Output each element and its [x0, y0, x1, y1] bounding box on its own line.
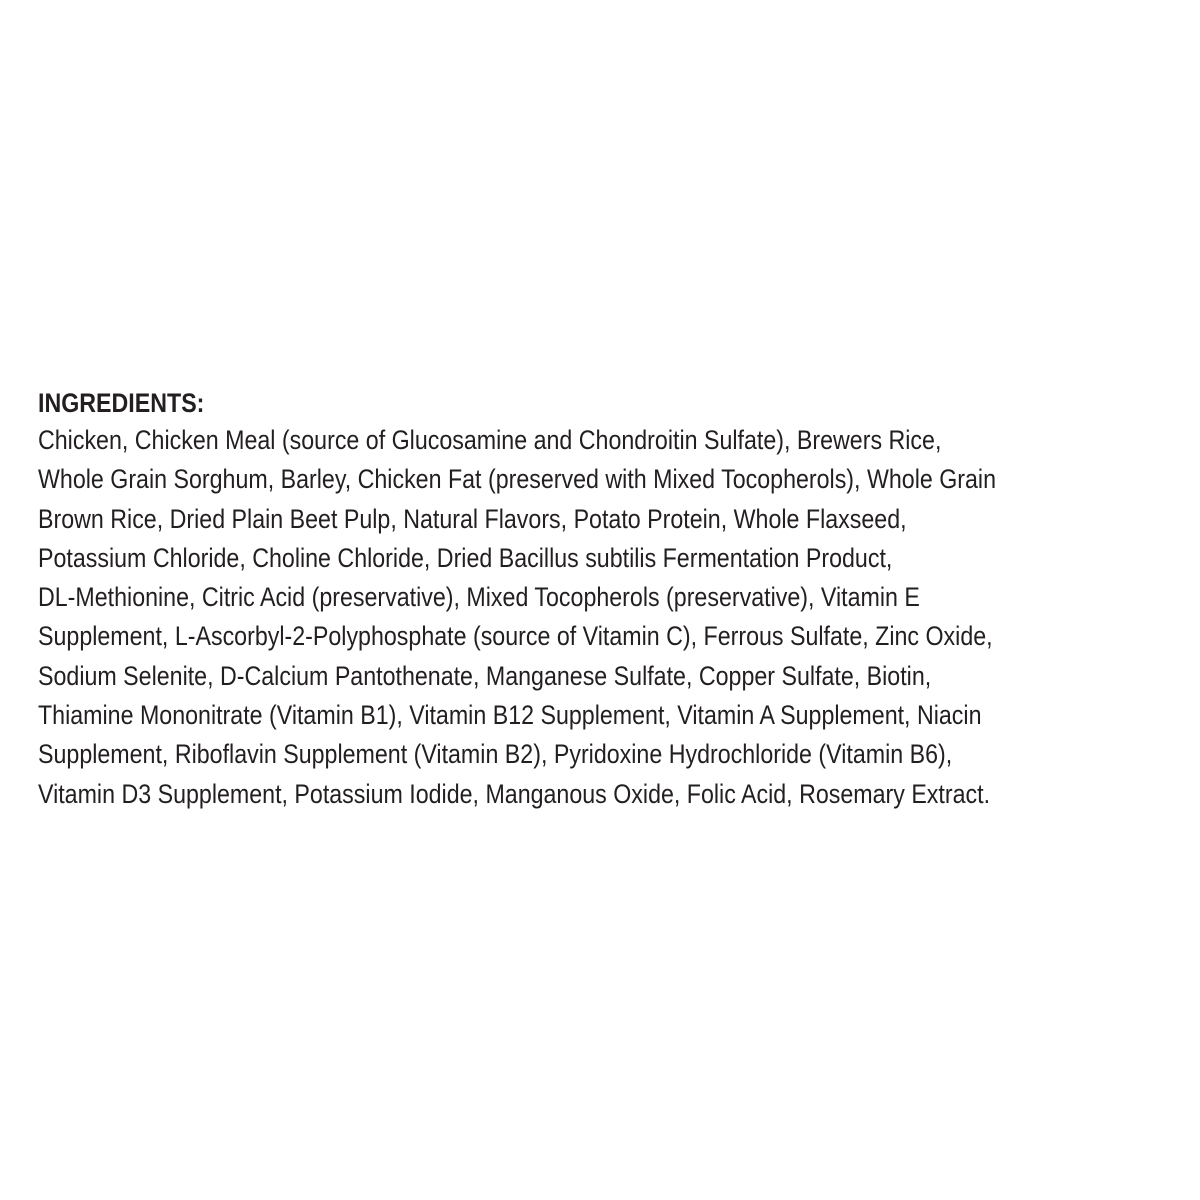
- ingredients-heading: INGREDIENTS:: [38, 388, 205, 418]
- ingredients-line: Sodium Selenite, D-Calcium Pantothenate, Manganese Sulfate, Copper Sulfate, Biotin,: [38, 660, 932, 691]
- ingredients-line: Chicken, Chicken Meal (source of Glucosamine and Chondroitin Sulfate), Brewers Rice,: [38, 425, 942, 455]
- ingredients-line: Potassium Chloride, Choline Chloride, Dried Bacillus subtilis Fermentation Product,: [38, 542, 893, 573]
- ingredients-line: Vitamin D3 Supplement, Potassium Iodide, Manganous Oxide, Folic Acid, Rosemary Extract.: [38, 778, 991, 809]
- ingredients-list: [38, 421, 1178, 814]
- ingredients-panel: [38, 385, 1178, 814]
- ingredients-line: Supplement, L-Ascorbyl-2-Polyphosphate (source of Vitamin C), Ferrous Sulfate, Zinc Oxide,: [38, 621, 993, 652]
- ingredients-line: Thiamine Mononitrate (Vitamin B1), Vitamin B12 Supplement, Vitamin A Supplement, Niacin: [38, 700, 982, 731]
- ingredients-line: Brown Rice, Dried Plain Beet Pulp, Natural Flavors, Potato Protein, Whole Flaxseed,: [38, 503, 907, 534]
- ingredients-line: Supplement, Riboflavin Supplement (Vitamin B2), Pyridoxine Hydrochloride (Vitamin B6),: [38, 739, 953, 770]
- ingredients-line: DL-Methionine, Citric Acid (preservative), Mixed Tocopherols (preservative), Vitamin E: [38, 582, 920, 613]
- ingredients-line: Whole Grain Sorghum, Barley, Chicken Fat (preserved with Mixed Tocopherols), Whole Grain: [38, 464, 996, 495]
